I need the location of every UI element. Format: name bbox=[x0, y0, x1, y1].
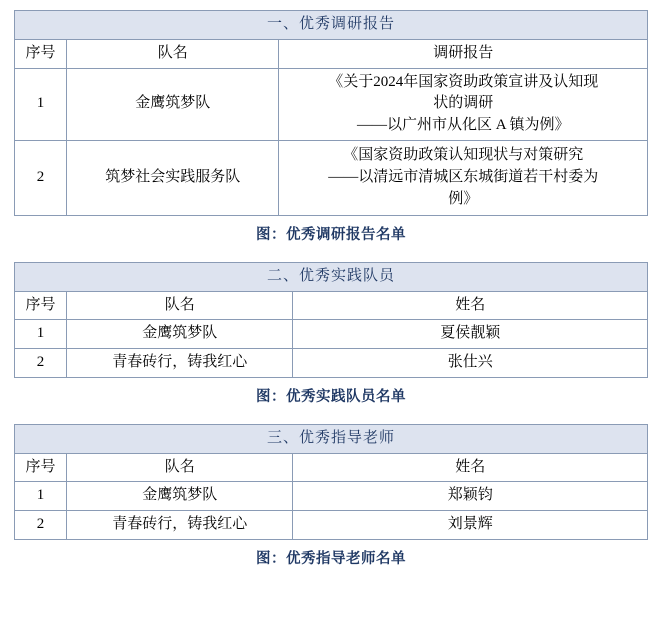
section-title: 二、优秀实践队员 bbox=[15, 262, 648, 291]
report-line-2: 状的调研 bbox=[433, 95, 494, 112]
cell-team: 金鹰筑梦队 bbox=[67, 482, 293, 511]
column-header-team: 队名 bbox=[67, 39, 279, 68]
table-row bbox=[15, 320, 648, 349]
cell-team: 青春砖行，铸我红心 bbox=[67, 511, 293, 540]
cell-team: 金鹰筑梦队 bbox=[67, 320, 293, 349]
cell-name: 夏侯靓颖 bbox=[293, 320, 648, 349]
table-caption: 图：优秀实践队员名单 bbox=[256, 388, 406, 405]
column-header-no: 序号 bbox=[15, 291, 67, 320]
cell-team: 青春砖行，铸我红心 bbox=[67, 349, 293, 378]
column-header-team: 队名 bbox=[67, 291, 293, 320]
report-line-3: 例》 bbox=[448, 190, 479, 207]
cell-no: 1 bbox=[15, 320, 67, 349]
section-excellent-instructors bbox=[14, 424, 648, 568]
table-header-row bbox=[15, 291, 648, 320]
report-line-2: ——以清远市清城区东城街道若干村委为 bbox=[328, 168, 599, 185]
cell-name: 张仕兴 bbox=[293, 349, 648, 378]
cell-report bbox=[279, 68, 648, 140]
section-title: 三、优秀指导老师 bbox=[15, 424, 648, 453]
table-title-row bbox=[15, 11, 648, 40]
table-row bbox=[15, 511, 648, 540]
table-excellent-instructors bbox=[14, 424, 648, 540]
column-header-report: 调研报告 bbox=[279, 39, 648, 68]
table-row bbox=[15, 140, 648, 215]
cell-report bbox=[279, 140, 648, 215]
column-header-name: 姓名 bbox=[293, 291, 648, 320]
column-header-no: 序号 bbox=[15, 39, 67, 68]
column-header-name: 姓名 bbox=[293, 453, 648, 482]
table-row bbox=[15, 482, 648, 511]
table-row bbox=[15, 349, 648, 378]
cell-no: 1 bbox=[15, 482, 67, 511]
cell-no: 2 bbox=[15, 511, 67, 540]
table-row bbox=[15, 68, 648, 140]
column-header-team: 队名 bbox=[67, 453, 293, 482]
cell-name: 郑颖钧 bbox=[293, 482, 648, 511]
column-header-no: 序号 bbox=[15, 453, 67, 482]
cell-no: 2 bbox=[15, 349, 67, 378]
report-line-1: 《国家资助政策认知现状与对策研究 bbox=[343, 147, 584, 164]
report-line-1: 《关于2024年国家资助政策宣讲及认知现 bbox=[328, 73, 599, 90]
table-excellent-research-reports bbox=[14, 10, 648, 216]
section-title: 一、优秀调研报告 bbox=[15, 11, 648, 40]
section-excellent-members bbox=[14, 262, 648, 406]
report-line-3: ——以广州市从化区 A 镇为例》 bbox=[356, 117, 570, 133]
table-caption: 图：优秀调研报告名单 bbox=[256, 226, 406, 243]
table-title-row bbox=[15, 424, 648, 453]
cell-team: 金鹰筑梦队 bbox=[67, 68, 279, 140]
cell-team: 筑梦社会实践服务队 bbox=[67, 140, 279, 215]
table-excellent-members bbox=[14, 262, 648, 378]
table-title-row bbox=[15, 262, 648, 291]
table-header-row bbox=[15, 453, 648, 482]
cell-no: 2 bbox=[15, 140, 67, 215]
cell-no: 1 bbox=[15, 68, 67, 140]
section-excellent-research-reports bbox=[14, 10, 648, 244]
table-caption: 图：优秀指导老师名单 bbox=[256, 550, 406, 567]
table-header-row bbox=[15, 39, 648, 68]
cell-name: 刘景辉 bbox=[293, 511, 648, 540]
